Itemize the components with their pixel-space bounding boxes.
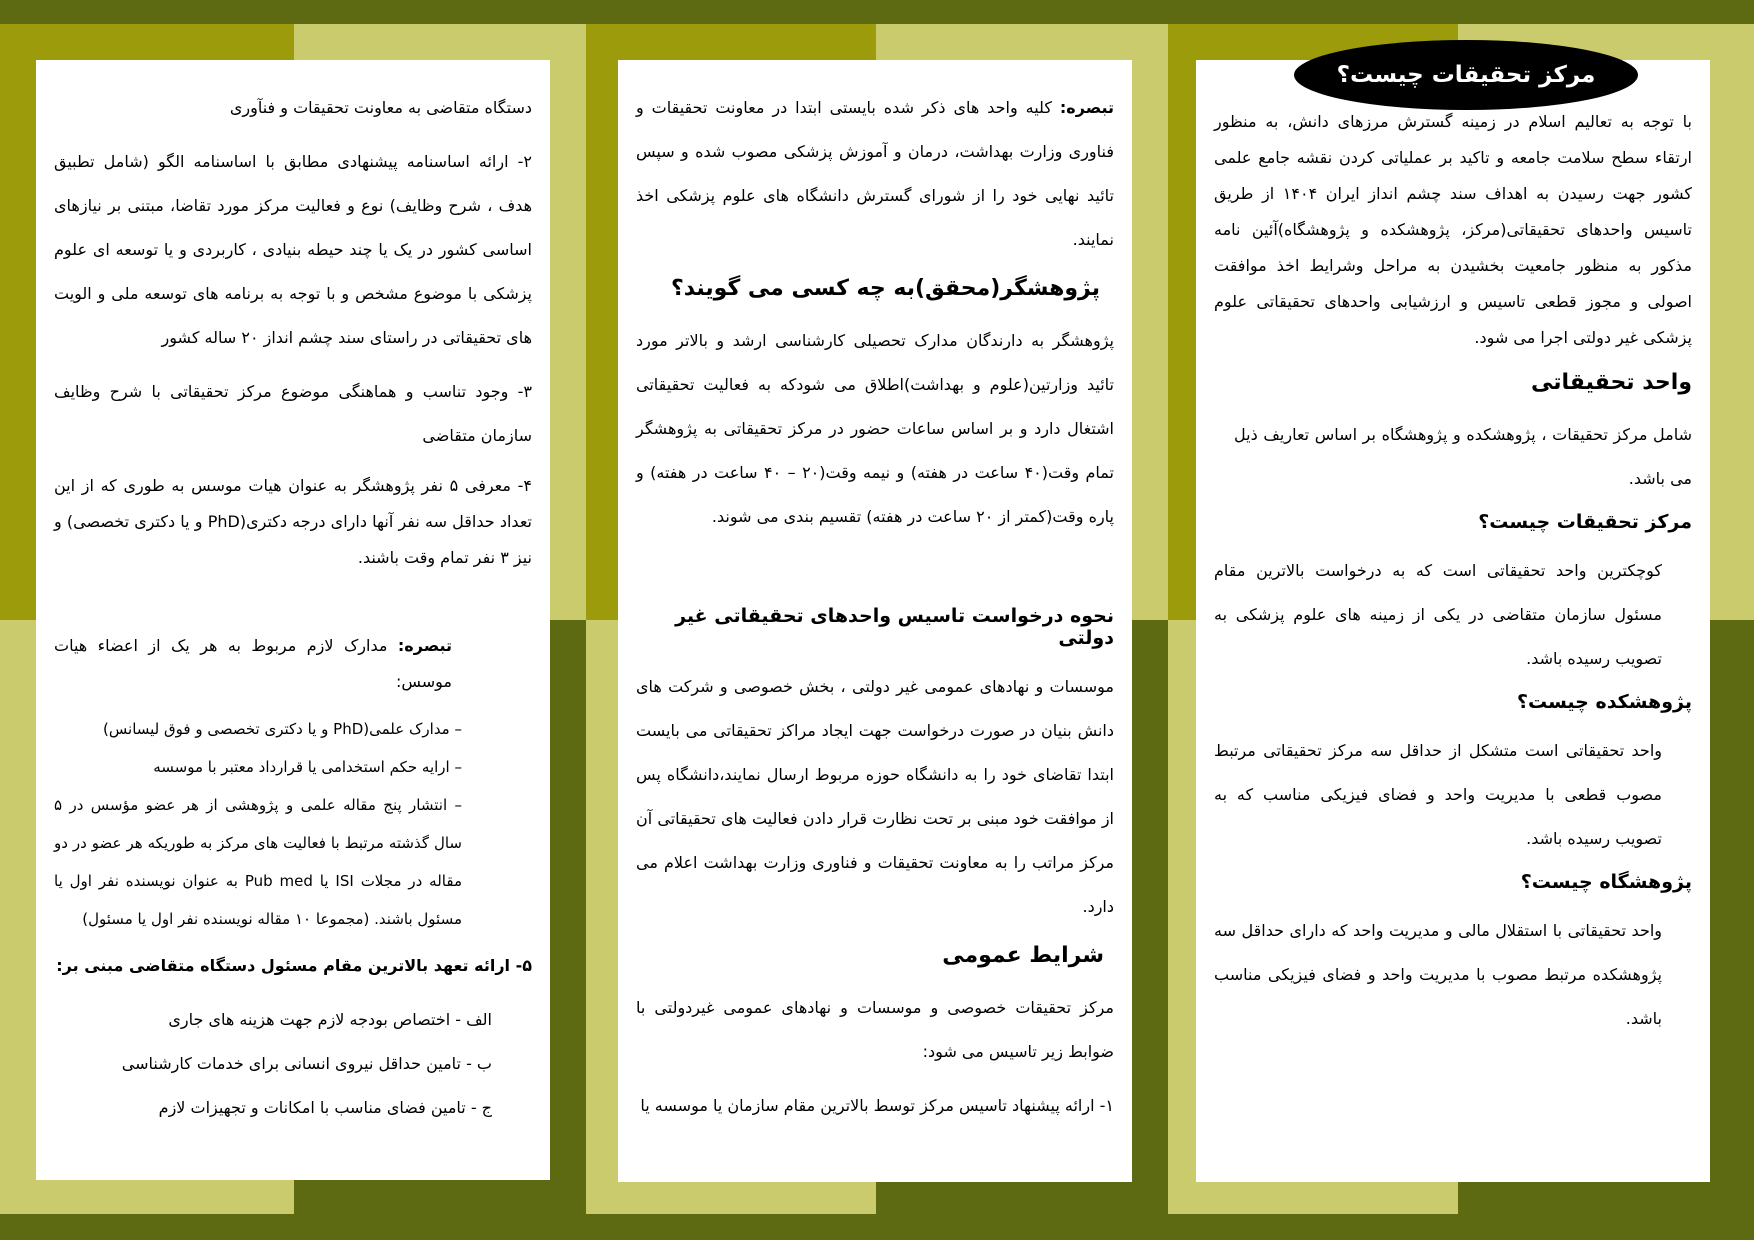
- list-item: – انتشار پنج مقاله علمی و پژوهشی از هر عضو مؤسس در ۵ سال گذشته مرتبط با فعالیت های مرکز به طوریکه هر عضو در دو مقاله در مجلات ISI یا Pub med به عنوان نویسنده نفر اول یا مسئول باشند. (مجموعا ۱۰ مقاله نویسنده نفر اول یا مسئول): [54, 796, 462, 928]
- list-item: ج - تامین فضای مناسب با امکانات و تجهیزات لازم: [158, 1098, 492, 1117]
- note-label: تبصره:: [1059, 98, 1114, 117]
- middle-panel: [618, 60, 1132, 1182]
- academy-heading: پژوهشگاه چیست؟: [1520, 871, 1692, 893]
- title-pill: مرکز تحقیقات چیست؟: [1294, 40, 1638, 110]
- unit-heading: واحد تحقیقاتی: [1531, 370, 1692, 395]
- list-item: – ارایه حکم استخدامی یا قرارداد معتبر با موسسه: [153, 758, 462, 776]
- general-text: مرکز تحقیقات خصوصی و موسسات و نهادهای عمومی غیردولتی با ضوابط زیر تاسیس می شود:: [636, 998, 1114, 1061]
- academy-text: واحد تحقیقاتی با استقلال مالی و مدیریت واحد که دارای حداقل سه پژوهشکده مرتبط مصوب با مدیریت واحد و فضای فیزیکی مناسب باشد.: [1214, 921, 1662, 1028]
- left-note: [54, 628, 532, 700]
- general-heading: شرایط عمومی: [942, 943, 1104, 968]
- requirement-2: ۲- ارائه اساسنامه پیشنهادی مطابق با اساسنامه الگو (شامل تطبیق هدف ، شرح وظایف) نوع و فعالیت مرکز مورد تقاضا، مبتنی بر نیازهای اساسی کشور در یک یا چند حیطه بنیادی ، کاربردی و یا توسعه ای علوم پزشکی با موضوع مشخص و با توجه به برنامه های توسعه ملی و الویت های تحقیقاتی در راستای سند چشم انداز ۲۰ ساله کشور: [54, 152, 532, 347]
- request-heading: نحوه درخواست تاسیس واحدهای تحقیقاتی غیر دولتی: [675, 605, 1114, 649]
- list-item: – مدارک علمی(PhD و یا دکتری تخصصی و فوق لیسانس): [103, 720, 462, 738]
- commitment-list: [54, 998, 532, 1130]
- bottom-border: [0, 1214, 1754, 1240]
- left-panel: [36, 60, 550, 1180]
- researcher-text: پژوهشگر به دارندگان مدارک تحصیلی کارشناسی ارشد و بالاتر مورد تائید وزارتین(علوم و بهداشت)اطلاق می شودکه به فعالیت تحقیقاتی اشتغال دارد و بر اساس ساعات حضور در مرکز تحقیقاتی به پژوهشگر تمام وقت(۴۰ ساعت در هفته) و نیمه وقت(۲۰ – ۴۰ ساعت در هفته) و پاره وقت(کمتر از ۲۰ ساعت در هفته) تقسیم بندی می شوند.: [636, 331, 1114, 526]
- institute-heading: پژوهشکده چیست؟: [1516, 691, 1692, 713]
- requirement-5: ۵- ارائه تعهد بالاترین مقام مسئول دستگاه متقاضی مبنی بر:: [56, 956, 532, 975]
- center-heading: مرکز تحقیقات چیست؟: [1478, 511, 1692, 533]
- right-panel: [1196, 60, 1710, 1182]
- middle-note: [636, 86, 1114, 262]
- unit-text: شامل مرکز تحقیقات ، پژوهشکده و پژوهشگاه بر اساس تعاریف ذیل می باشد.: [1234, 425, 1692, 488]
- institute-text: واحد تحقیقاتی است متشکل از حداقل سه مرکز تحقیقاتی مرتبط مصوب قطعی با مدیریت واحد و فضای فیزیکی مناسب که به تصویب رسیده باشد.: [1214, 741, 1662, 848]
- request-text: موسسات و نهادهای عمومی غیر دولتی ، بخش خصوصی و شرکت های دانش بنیان در صورت درخواست جهت ایجاد مراکز تحقیقاتی می بایست ابتدا تقاضای خود را به دانشگاه حوزه مربوط ارسال نمایند،دانشگاه پس از موافقت خود مبنی بر تحت نظارت قرار دادن فعالیت های تحقیقاتی آن مرکز مراتب را به معاونت تحقیقات و فناوری وزارت بهداشت اعلام می دارد.: [636, 677, 1114, 916]
- list-item: الف - اختصاص بودجه لازم جهت هزینه های جاری: [168, 1010, 492, 1029]
- note-text: مدارک لازم مربوط به هر یک از اعضاء هیات موسس:: [54, 636, 452, 691]
- center-text: کوچکترین واحد تحقیقاتی است که به درخواست بالاترین مقام مسئول سازمان متقاضی در یکی از زمینه های علوم پزشکی به تصویب رسیده باشد.: [1214, 561, 1662, 668]
- note-text: کلیه واحد های ذکر شده بایستی ابتدا در معاونت تحقیقات و فناوری وزارت بهداشت، درمان و آموزش پزشکی مصوب شده و سپس تائید نهایی خود را از شورای گسترش دانشگاه های علوم پزشکی اخذ نمایند.: [636, 98, 1114, 249]
- requirement-4: ۴- معرفی ۵ نفر پژوهشگر به عنوان هیات موسس به طوری که از این تعداد حداقل سه نفر آنها دارای درجه دکتری(PhD و یا دکتری تخصصی) و نیز ۳ نفر تمام وقت باشند.: [54, 476, 533, 567]
- list-item: ب - تامین حداقل نیروی انسانی برای خدمات کارشناسی: [121, 1054, 492, 1073]
- top-border: [0, 0, 1754, 24]
- note-label: تبصره:: [397, 636, 452, 655]
- continued-text: دستگاه متقاضی به معاونت تحقیقات و فنآوری: [229, 98, 532, 117]
- researcher-heading: پژوهشگر(محقق)به چه کسی می گویند؟: [670, 276, 1100, 301]
- documents-list: [54, 710, 532, 938]
- intro-text: با توجه به تعالیم اسلام در زمینه گسترش مرزهای دانش، به منظور ارتقاء سطح سلامت جامعه و تاکید بر عملیاتی کردن نقشه جامع علمی کشور جهت رسیدن به اهداف سند چشم انداز ایران ۱۴۰۴ از طریق تاسیس واحدهای تحقیقاتی(مرکز، پژوهشکده و پژوهشگاه)آئین نامه مذکور به منظور جامعیت بخشیدن به مراحل وشرایط اخذ موافقت اصولی و مجوز قطعی تاسیس و ارزشیابی واحدهای تحقیقاتی علوم پزشکی غیر دولتی اجرا می شود.: [1214, 112, 1693, 347]
- requirement-3: ۳- وجود تناسب و هماهنگی موضوع مرکز تحقیقاتی با شرح وظایف سازمان متقاضی: [54, 382, 532, 445]
- requirement-1: ۱- ارائه پیشنهاد تاسیس مرکز توسط بالاترین مقام سازمان یا موسسه یا: [640, 1096, 1114, 1115]
